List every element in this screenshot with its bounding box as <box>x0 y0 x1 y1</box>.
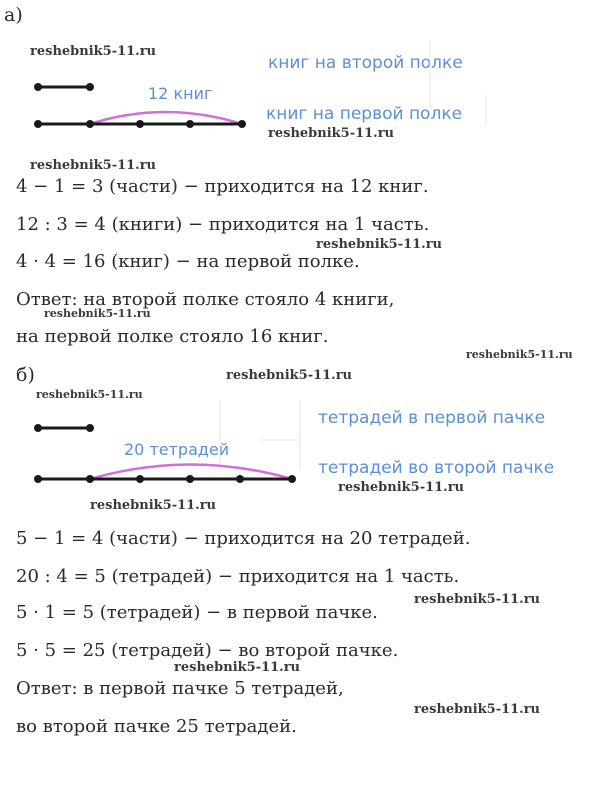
part-b-line-2: 20 : 4 = 5 (тетрадей) − приходится на 1 часть. <box>16 566 460 587</box>
watermark: reshebnik5-11.ru <box>338 480 465 495</box>
watermark: reshebnik5-11.ru <box>414 592 541 607</box>
watermark: reshebnik5-11.ru <box>316 237 443 252</box>
watermark: reshebnik5-11.ru <box>268 126 395 141</box>
part-b-line-3: 5 · 1 = 5 (тетрадей) − в первой пачке. <box>16 602 378 623</box>
watermark: reshebnik5-11.ru <box>174 660 301 675</box>
part-b-brace-label: 20 тетрадей <box>124 440 230 459</box>
part-b-line-1: 5 − 1 = 4 (части) − приходится на 20 тетрадей. <box>16 528 471 549</box>
part-a-short-segment-label: книг на второй полке <box>268 53 463 73</box>
watermark: reshebnik5-11.ru <box>466 348 573 361</box>
part-a-brace-label: 12 книг <box>148 84 213 103</box>
part-b-answer-2: во второй пачке 25 тетрадей. <box>16 716 297 737</box>
part-b-long-segment-label: тетрадей во второй пачке <box>318 458 555 478</box>
part-a-long-segment <box>34 120 246 128</box>
part-b-line-4: 5 · 5 = 25 (тетрадей) − во второй пачке. <box>16 640 399 661</box>
part-b-answer-1: Ответ: в первой пачке 5 тетрадей, <box>16 678 344 699</box>
watermark: reshebnik5-11.ru <box>44 307 151 320</box>
part-a-answer-1: Ответ: на второй полке стояло 4 книги, <box>16 289 395 310</box>
watermark: reshebnik5-11.ru <box>226 368 353 383</box>
part-b-short-segment <box>34 424 94 432</box>
part-a-short-segment <box>34 83 94 91</box>
part-b-long-segment <box>34 475 296 483</box>
part-a-line-3: 4 · 4 = 16 (книг) − на первой полке. <box>16 251 360 272</box>
grid-lines <box>220 40 486 470</box>
watermark: reshebnik5-11.ru <box>30 44 157 59</box>
watermark: reshebnik5-11.ru <box>90 498 217 513</box>
part-a-long-segment-label: книг на первой полке <box>266 104 463 124</box>
part-a-answer-2: на первой полке стояло 16 книг. <box>16 326 329 347</box>
part-a-line-2: 12 : 3 = 4 (книги) − приходится на 1 часть. <box>16 214 430 235</box>
part-a-brace <box>90 112 242 124</box>
watermark: reshebnik5-11.ru <box>414 702 541 717</box>
part-a-line-1: 4 − 1 = 3 (части) − приходится на 12 книг. <box>16 176 429 197</box>
part-b-label: б) <box>16 364 35 386</box>
watermark: reshebnik5-11.ru <box>30 158 157 173</box>
watermark: reshebnik5-11.ru <box>36 388 143 401</box>
part-a-label: а) <box>4 4 23 26</box>
part-b-short-segment-label: тетрадей в первой пачке <box>318 408 546 428</box>
